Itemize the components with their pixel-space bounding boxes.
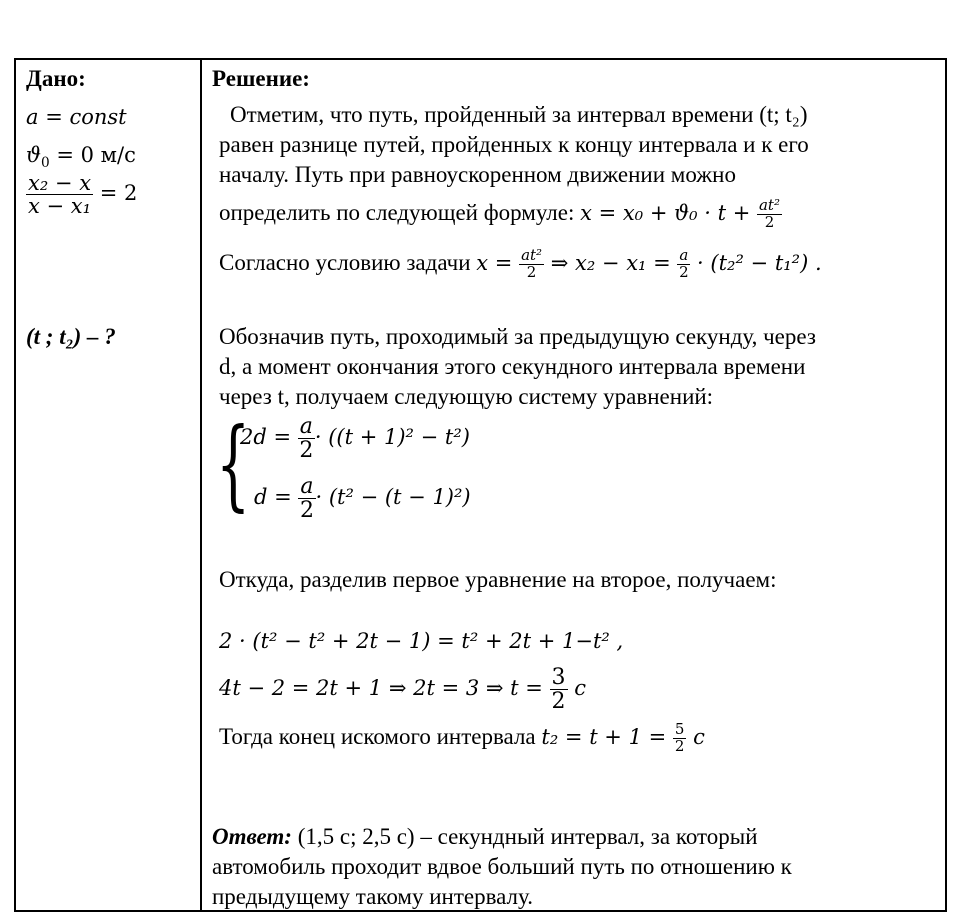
cond-formula-b: ⇒ x₂ − x₁ = xyxy=(544,251,678,275)
system-eq1 xyxy=(240,415,470,462)
p1-line5-text: Согласно условию задачи xyxy=(219,250,477,275)
eq2-unit: c xyxy=(567,676,586,700)
solution-column xyxy=(202,60,945,910)
eq3-den: 2 xyxy=(674,737,685,756)
eq3-text: Тогда конец искомого интервала xyxy=(219,724,542,749)
system-eq1-fraction xyxy=(298,415,315,462)
system-eq1-right: · ((t + 1)² − t²) xyxy=(314,425,470,450)
velocity-value: = 0 м/с xyxy=(49,143,136,167)
p2-line2: d, а момент окончания этого секундного интервала времени xyxy=(219,354,806,379)
eq3-num: 5 xyxy=(674,720,685,739)
given-acceleration xyxy=(26,102,127,132)
p1-line4 xyxy=(219,198,782,231)
given-ratio xyxy=(26,172,137,217)
system-eq2-right: · (t² − (t − 1)²) xyxy=(315,485,471,510)
system-eq1-den: 2 xyxy=(299,438,314,464)
given-acceleration-text: a = const xyxy=(26,105,127,129)
eq2-den: 2 xyxy=(551,689,566,714)
eq3 xyxy=(219,722,705,755)
answer-line2: автомобиль проходит вдвое больший путь по отношению к xyxy=(212,854,792,879)
eq2 xyxy=(219,658,586,718)
p1-line3: началу. Путь при равноускоренном движении можно xyxy=(219,162,736,187)
given-header: Дано: xyxy=(26,66,86,91)
system-eq2-num: a xyxy=(300,474,314,499)
ratio-fraction xyxy=(26,172,93,217)
ratio-denominator: x − x₁ xyxy=(28,194,92,219)
eq3-formula: t₂ = t + 1 = xyxy=(541,725,673,749)
eq3-unit: c xyxy=(686,725,705,749)
p1-line5 xyxy=(219,248,822,281)
p1-line1: Отметим, что путь, пройденный за интервал времени (t; t₂) xyxy=(230,102,808,127)
eq1 xyxy=(219,626,623,656)
p3: Откуда, разделив первое уравнение на второе, получаем: xyxy=(219,567,777,592)
velocity-symbol: ϑ xyxy=(26,143,42,167)
system-eq2 xyxy=(254,475,471,522)
cond-fraction-1-den: 2 xyxy=(526,263,537,282)
system-eq2-left: d = xyxy=(254,485,299,510)
p2-line3: через t, получаем следующую систему уравнений: xyxy=(219,384,714,409)
solution-header: Решение: xyxy=(212,66,310,91)
answer-line1 xyxy=(212,822,758,852)
eq2-left: 4t − 2 = 2t + 1 ⇒ 2t = 3 ⇒ t = xyxy=(219,676,550,700)
cond-fraction-2-num: a xyxy=(679,246,689,265)
motion-fraction xyxy=(757,198,782,231)
p2-line1: Обозначив путь, проходимый за предыдущую секунду, через xyxy=(219,324,816,349)
system-eq2-den: 2 xyxy=(299,498,314,524)
answer-line1-text: (1,5 с; 2,5 с) – секундный интервал, за который xyxy=(291,824,758,849)
find-question: (t ; t₂) – ? xyxy=(26,324,116,349)
p1-line4-text: определить по следующей формуле: xyxy=(219,200,581,225)
ratio-numerator: x₂ − x xyxy=(28,171,92,195)
eq2-fraction xyxy=(550,666,568,713)
cond-formula-a: x = xyxy=(476,251,520,275)
eq3-fraction xyxy=(673,722,687,755)
eq1-text: 2 · (t² − t² + 2t − 1) = t² + 2t + 1−t² , xyxy=(219,629,624,653)
system-eq1-num: a xyxy=(299,414,313,439)
cond-formula-c: · (t₂² − t₁²) . xyxy=(690,251,822,275)
system-eq2-fraction xyxy=(298,475,315,522)
cond-fraction-1 xyxy=(519,248,544,281)
system-eq1-left: 2d = xyxy=(240,425,298,450)
solution-table xyxy=(14,58,947,912)
motion-fraction-den: 2 xyxy=(764,213,775,232)
cond-fraction-2 xyxy=(677,248,690,281)
system-brace: { xyxy=(216,408,251,522)
cond-fraction-2-den: 2 xyxy=(679,263,689,282)
cond-fraction-1-num: at² xyxy=(521,246,543,265)
answer-label: Ответ: xyxy=(212,824,292,849)
velocity-subscript: 0 xyxy=(41,155,50,172)
p1-line2: равен разнице путей, пройденных к концу интервала и к его xyxy=(219,132,809,157)
eq2-num: 3 xyxy=(551,664,566,690)
ratio-value: = 2 xyxy=(93,181,138,206)
given-column xyxy=(16,60,200,910)
motion-fraction-num: at² xyxy=(758,196,780,215)
answer-line3: предыдущему такому интервалу. xyxy=(212,884,533,909)
motion-formula: x = x₀ + ϑ₀ · t + xyxy=(580,201,757,225)
